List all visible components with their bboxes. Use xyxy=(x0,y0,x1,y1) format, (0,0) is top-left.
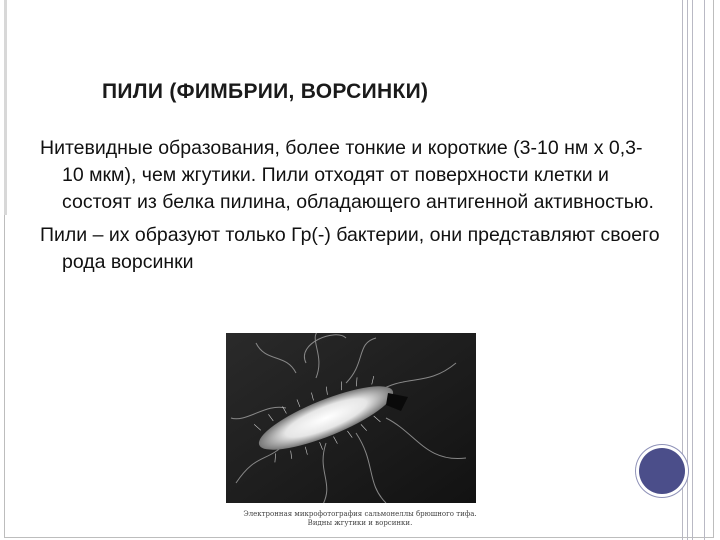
micrograph-image xyxy=(226,333,476,503)
caption-line-1: Электронная микрофотография сальмонеллы брюшного тифа. xyxy=(243,510,477,518)
frame-left-accent xyxy=(4,0,7,215)
caption-line-2: Видны жгутики и ворсинки. xyxy=(307,519,413,527)
slide-body xyxy=(40,135,660,282)
paragraph-2: Пили – их образуют только Гр(-) бактерии, они представляют своего рода ворсинки xyxy=(40,224,660,273)
decorative-vertical-lines xyxy=(682,0,712,540)
figure-caption xyxy=(200,510,520,528)
decorative-circle xyxy=(639,448,685,494)
slide-title: ПИЛИ (ФИМБРИИ, ВОРСИНКИ) xyxy=(102,80,429,103)
paragraph-1: Нитевидные образования, более тонкие и короткие (3-10 нм х 0,3-10 мкм), чем жгутики. Пили отходят от поверхности клетки и состоят из белка пилина, обладающего антигенной активностью. xyxy=(40,137,654,213)
